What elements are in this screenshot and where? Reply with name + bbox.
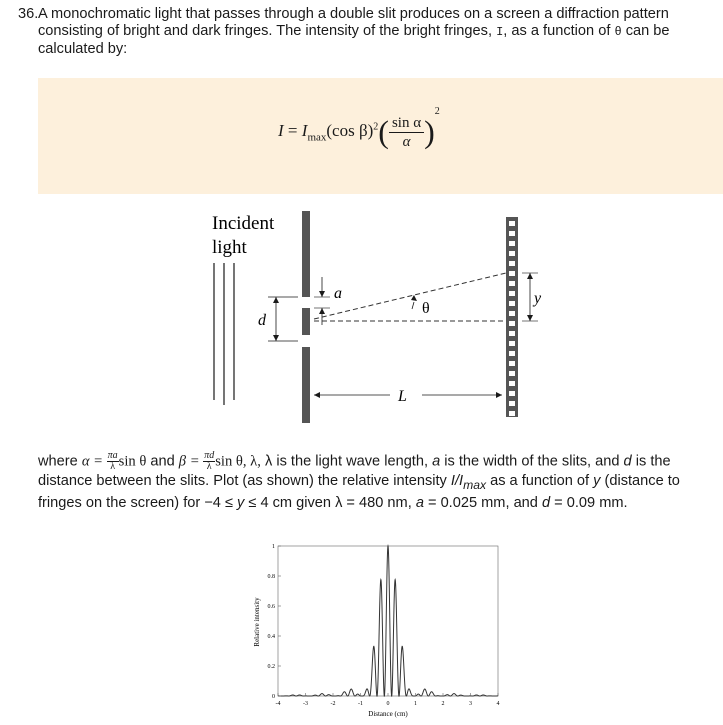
screen-fringe	[509, 361, 515, 366]
a-arrows	[319, 291, 325, 314]
equation-box	[38, 78, 723, 194]
y-axis-label: Relative intensity	[253, 597, 261, 647]
x-axis-label: Distance (cm)	[368, 710, 408, 718]
a-label: a	[334, 285, 342, 302]
screen-fringe	[509, 391, 515, 396]
barrier-middle	[302, 308, 310, 335]
diffracted-ray	[314, 273, 506, 319]
x-ticks	[276, 693, 500, 707]
screen	[506, 217, 518, 417]
y-tick-label: 0	[272, 694, 275, 700]
y-tick-label: 0.8	[267, 574, 275, 580]
x-tick-label: -2	[330, 701, 336, 707]
L-label: L	[398, 388, 407, 405]
double-slit-diagram	[200, 205, 542, 435]
x-tick-label: 0	[386, 701, 390, 707]
screen-fringe	[509, 401, 515, 406]
incident-label: Incident	[212, 213, 275, 234]
y-tick-label: 1	[272, 544, 275, 550]
x-tick-label: 1	[414, 701, 417, 707]
screen-fringe	[509, 331, 515, 336]
y-label: y	[534, 290, 542, 307]
x-tick-label: 2	[441, 701, 445, 707]
theta-label: θ	[422, 300, 430, 317]
y-tick-label: 0.6	[267, 604, 275, 610]
theta-marker	[412, 302, 414, 309]
screen-fringe	[509, 261, 515, 266]
y-tick-label: 0.2	[267, 664, 275, 670]
intensity-equation: $I = I_{max}(\cos$ β)$^2$( $\frac{\text{sin α}}{\alpha}$ )$^2$	[278, 106, 440, 150]
screen-fringe	[509, 301, 515, 306]
screen-fringe	[509, 251, 515, 256]
screen-fringe	[509, 341, 515, 346]
y-ticks	[268, 544, 282, 700]
light-label: light	[212, 237, 247, 258]
screen-fringe	[509, 381, 515, 386]
d-label: d	[258, 312, 266, 329]
intensity-curve	[278, 546, 498, 696]
screen-fringe	[509, 291, 515, 296]
screen-fringe	[509, 351, 515, 356]
screen-fringe	[509, 231, 515, 236]
barrier-bottom	[302, 347, 310, 423]
x-tick-label: -4	[275, 701, 281, 707]
x-tick-label: 3	[469, 701, 472, 707]
screen-fringe	[509, 241, 515, 246]
screen-fringe	[509, 311, 515, 316]
x-tick-label: -3	[303, 701, 308, 707]
plot-frame	[278, 546, 498, 696]
screen-fringe	[509, 271, 515, 276]
y-tick-label: 0.4	[267, 634, 275, 640]
problem-number: 36.	[18, 6, 39, 22]
screen-fringe	[509, 221, 515, 226]
intensity-plot	[248, 538, 520, 720]
barrier-top	[302, 211, 310, 297]
x-tick-label: -1	[358, 701, 363, 707]
screen-fringe	[509, 411, 515, 416]
screen-fringe	[509, 321, 515, 326]
screen-fringe	[509, 371, 515, 376]
problem-intro: A monochromatic light that passes through a double slit produces on a screen a diffraction pattern consisting of bright and dark fringes. The intensity of the bright fringes, I, as a function of θ can be calculated by:	[38, 6, 670, 57]
screen-fringe	[509, 281, 515, 286]
beta-fraction: $\frac{\pi d}{\lambda}$	[204, 450, 215, 472]
alpha-fraction: $\frac{\pi a}{\lambda}$	[107, 450, 118, 472]
description: where α = $\frac{\pi a}{\lambda}$ sin θ and β = $\frac{\pi d}{\lambda}$ sin θ, λ, λ is the light wave length, a is the width of the slits, and d is the distance between the slits. Plot (as shown) the relative intensity $I/I_{max}$ as a function of y (distance to fringes on the screen) for −4 ≤ y ≤ 4 cm given λ = 480 nm, a = 0.025 mm, and d = 0.09 mm.	[38, 450, 680, 512]
x-tick-label: 4	[496, 701, 500, 707]
